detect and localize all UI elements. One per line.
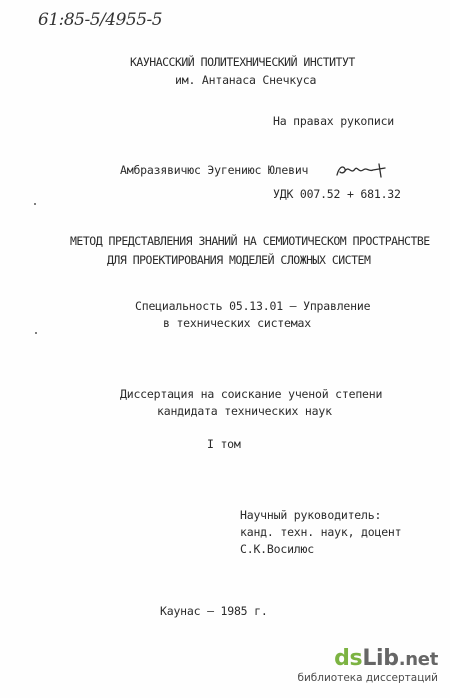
logo-lib: Lib	[362, 646, 399, 671]
dissertation-title-line-2: ДЛЯ ПРОЕКТИРОВАНИЯ МОДЕЛЕЙ СЛОЖНЫХ СИСТЕМ	[107, 253, 371, 267]
degree-line-1: Диссертация на соискание ученой степени	[120, 387, 383, 401]
city-year: Каунас – 1985 г.	[160, 604, 268, 618]
specialty-line-2: в технических системах	[163, 316, 311, 330]
dissertation-title-line-1: МЕТОД ПРЕДСТАВЛЕНИЯ ЗНАНИЙ НА СЕМИОТИЧЕСКОМ ПРОСТРАНСТВЕ	[70, 234, 430, 248]
dslib-watermark	[297, 647, 438, 684]
advisor-degree: канд. техн. наук, доцент	[240, 525, 402, 539]
specialty-line-1: Специальность 05.13.01 – Управление	[135, 299, 371, 313]
scan-speck	[35, 332, 37, 334]
scan-speck	[34, 203, 36, 205]
advisor-label: Научный руководитель:	[240, 508, 382, 522]
advisor-name: С.К.Восилюс	[240, 542, 314, 556]
degree-line-2: кандидата технических наук	[157, 404, 332, 418]
institute-name: КАУНАССКИЙ ПОЛИТЕХНИЧЕСКИЙ ИНСТИТУТ	[130, 55, 355, 69]
archive-mark: 61:85-5/4955-5	[38, 10, 163, 30]
logo-ds: ds	[334, 646, 363, 671]
dslib-logo	[297, 647, 438, 672]
signature-icon	[333, 161, 395, 181]
volume-number: I том	[207, 437, 241, 451]
logo-net: .net	[398, 649, 438, 670]
institute-named-after: им. Антанаса Снечкуса	[175, 73, 317, 87]
watermark-subtitle: библиотека диссертаций	[297, 672, 438, 684]
udc-code: УДК 007.52 + 681.32	[273, 187, 401, 201]
author-name: Амбразявичюс Эугениюс Юлевич	[120, 163, 309, 177]
manuscript-rights: На правах рукописи	[273, 114, 395, 128]
